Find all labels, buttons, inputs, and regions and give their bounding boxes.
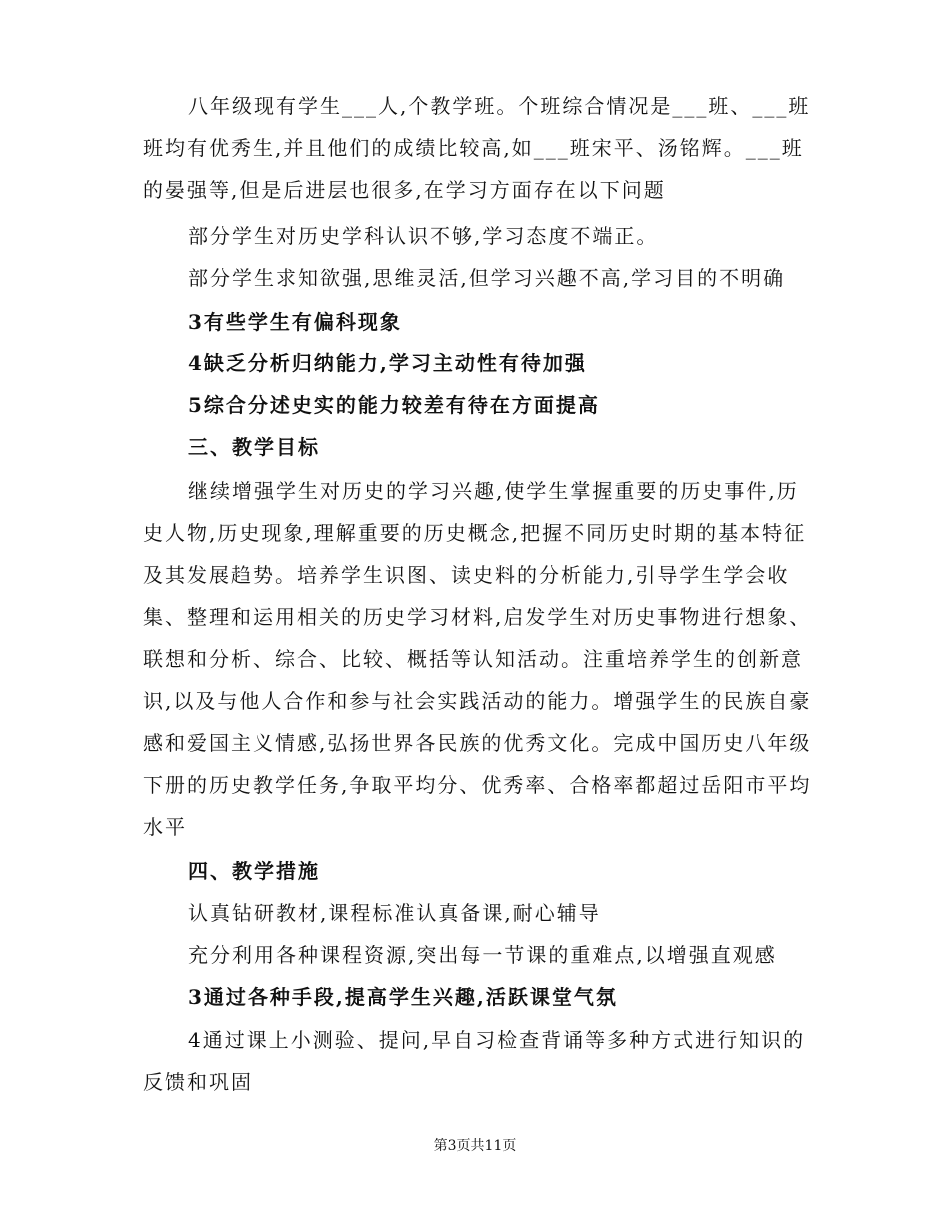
list-item: 4缺乏分析归纳能力,学习主动性有待加强 bbox=[188, 351, 587, 375]
section-heading-goals: 三、教学目标 bbox=[188, 435, 320, 459]
paragraph-line: 4通过课上小测验、提问,早自习检查背诵等多种方式进行知识的 bbox=[188, 1028, 806, 1052]
paragraph-line: 的晏强等,但是后进层也很多,在学习方面存在以下问题 bbox=[143, 178, 666, 202]
paragraph-line: 及其发展趋势。培养学生识图、读史料的分析能力,引导学生学会收 bbox=[143, 563, 790, 587]
paragraph-line: 感和爱国主义情感,弘扬世界各民族的优秀文化。完成中国历史八年级 bbox=[143, 731, 812, 755]
section-heading-measures: 四、教学措施 bbox=[188, 859, 320, 883]
paragraph-line: 八年级现有学生___人,个教学班。个班综合情况是___班、___班 bbox=[188, 94, 811, 118]
paragraph-line: 认真钻研教材,课程标准认真备课,耐心辅导 bbox=[188, 901, 601, 925]
paragraph-line: 史人物,历史现象,理解重要的历史概念,把握不同历史时期的基本特征 bbox=[143, 521, 807, 545]
list-item: 5综合分述史实的能力较差有待在方面提高 bbox=[188, 393, 600, 417]
paragraph-line: 水平 bbox=[143, 815, 187, 839]
paragraph-line: 部分学生对历史学科认识不够,学习态度不端正。 bbox=[188, 224, 659, 248]
list-item: 3有些学生有偏科现象 bbox=[188, 310, 402, 334]
paragraph-line: 班均有优秀生,并且他们的成绩比较高,如___班宋平、汤铭辉。___班 bbox=[143, 136, 804, 160]
paragraph-line: 识,以及与他人合作和参与社会实践活动的能力。增强学生的民族自豪 bbox=[143, 689, 812, 713]
paragraph-line: 集、整理和运用相关的历史学习材料,启发学生对历史事物进行想象、 bbox=[143, 605, 812, 629]
paragraph-line: 联想和分析、综合、比较、概括等认知活动。注重培养学生的创新意 bbox=[143, 647, 803, 671]
paragraph-line: 部分学生求知欲强,思维灵活,但学习兴趣不高,学习目的不明确 bbox=[188, 266, 786, 290]
paragraph-line: 下册的历史教学任务,争取平均分、优秀率、合格率都超过岳阳市平均 bbox=[143, 773, 812, 797]
page-number: 第3页共11页 bbox=[433, 1138, 517, 1154]
paragraph-line: 充分利用各种课程资源,突出每一节课的重难点,以增强直观感 bbox=[188, 943, 777, 967]
paragraph-line: 继续增强学生对历史的学习兴趣,使学生掌握重要的历史事件,历 bbox=[188, 479, 799, 503]
list-item: 3通过各种手段,提高学生兴趣,活跃课堂气氛 bbox=[188, 985, 618, 1009]
paragraph-line: 反馈和巩固 bbox=[143, 1070, 253, 1094]
